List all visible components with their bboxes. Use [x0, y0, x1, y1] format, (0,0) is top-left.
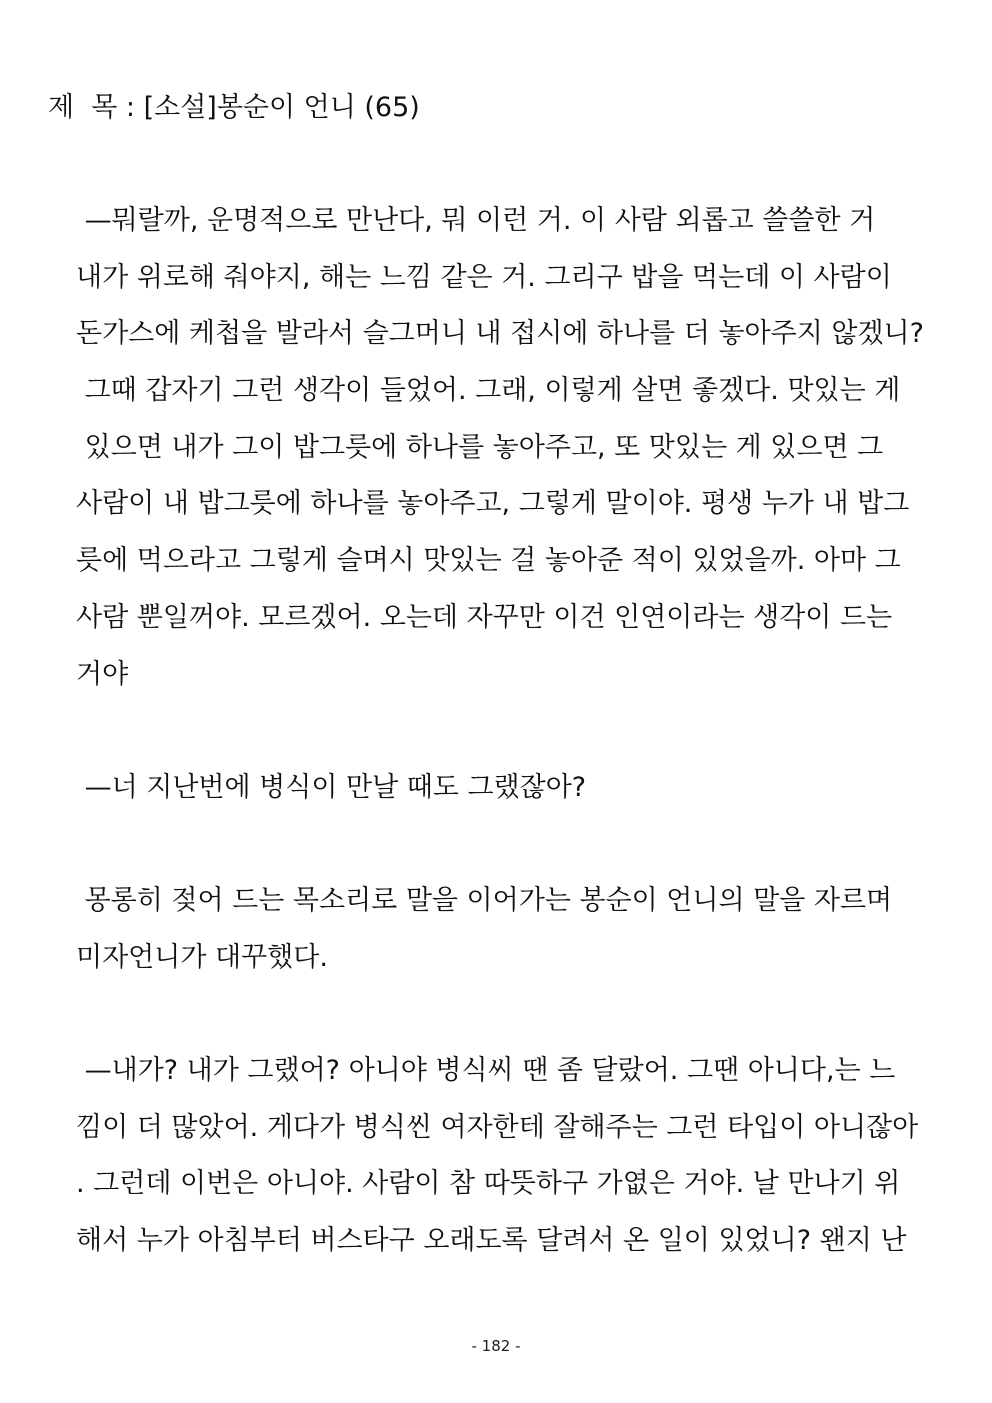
paragraph-1 — [76, 193, 936, 703]
text-line: 해서 누가 아침부터 버스타구 오래도록 달려서 온 일이 있었니? 왠지 난 — [76, 1225, 907, 1257]
paragraph-2 — [76, 760, 936, 817]
text-line: 미자언니가 대꾸했다. — [76, 941, 328, 973]
text-line: 거야 — [76, 658, 129, 690]
text-line: —내가? 내가 그랬어? 아니야 병식씨 땐 좀 달랐어. 그땐 아니다,는 느 — [76, 1055, 896, 1086]
text-line: 사람 뿐일꺼야. 모르겠어. 오는데 자꾸만 이건 인연이라는 생각이 드는 — [76, 601, 893, 633]
text-line: 몽롱히 젖어 드는 목소리로 말을 이어가는 봉순이 언니의 말을 자르며 — [76, 885, 893, 916]
text-line: 릇에 먹으라고 그렇게 슬며시 맛있는 걸 놓아준 적이 있었을까. 아마 그 — [76, 545, 901, 577]
text-line: 낌이 더 많았어. 게다가 병식씬 여자한테 잘해주는 그런 타입이 아니잖아 — [76, 1111, 919, 1143]
paragraph-4 — [76, 1043, 936, 1270]
text-line: —너 지난번에 병식이 만날 때도 그랬잖아? — [76, 772, 587, 803]
text-line: 있으면 내가 그이 밥그릇에 하나를 놓아주고, 또 맛있는 게 있으면 그 — [76, 431, 884, 463]
paragraph-3 — [76, 873, 936, 986]
page-number: - 182 - — [471, 1337, 521, 1355]
text-line: 내가 위로해 줘야지, 해는 느낌 같은 거. 그리구 밥을 먹는데 이 사람이 — [76, 261, 892, 293]
document-title: 제 목 : [소설]봉순이 언니 (65) — [48, 92, 420, 123]
text-line: 돈가스에 케첩을 발라서 슬그머니 내 접시에 하나를 더 놓아주지 않겠니? — [76, 318, 924, 350]
text-line: —뭐랄까, 운명적으로 만난다, 뭐 이런 거. 이 사람 외롭고 쓸쓸한 거 — [76, 205, 876, 236]
text-line: 사람이 내 밥그릇에 하나를 놓아주고, 그렇게 말이야. 평생 누가 내 밥그 — [76, 488, 910, 520]
text-line: 그때 갑자기 그런 생각이 들었어. 그래, 이렇게 살면 좋겠다. 맛있는 게 — [76, 375, 901, 407]
text-line: . 그런데 이번은 아니야. 사람이 참 따뜻하구 가엾은 거야. 날 만나기 위 — [76, 1168, 901, 1200]
